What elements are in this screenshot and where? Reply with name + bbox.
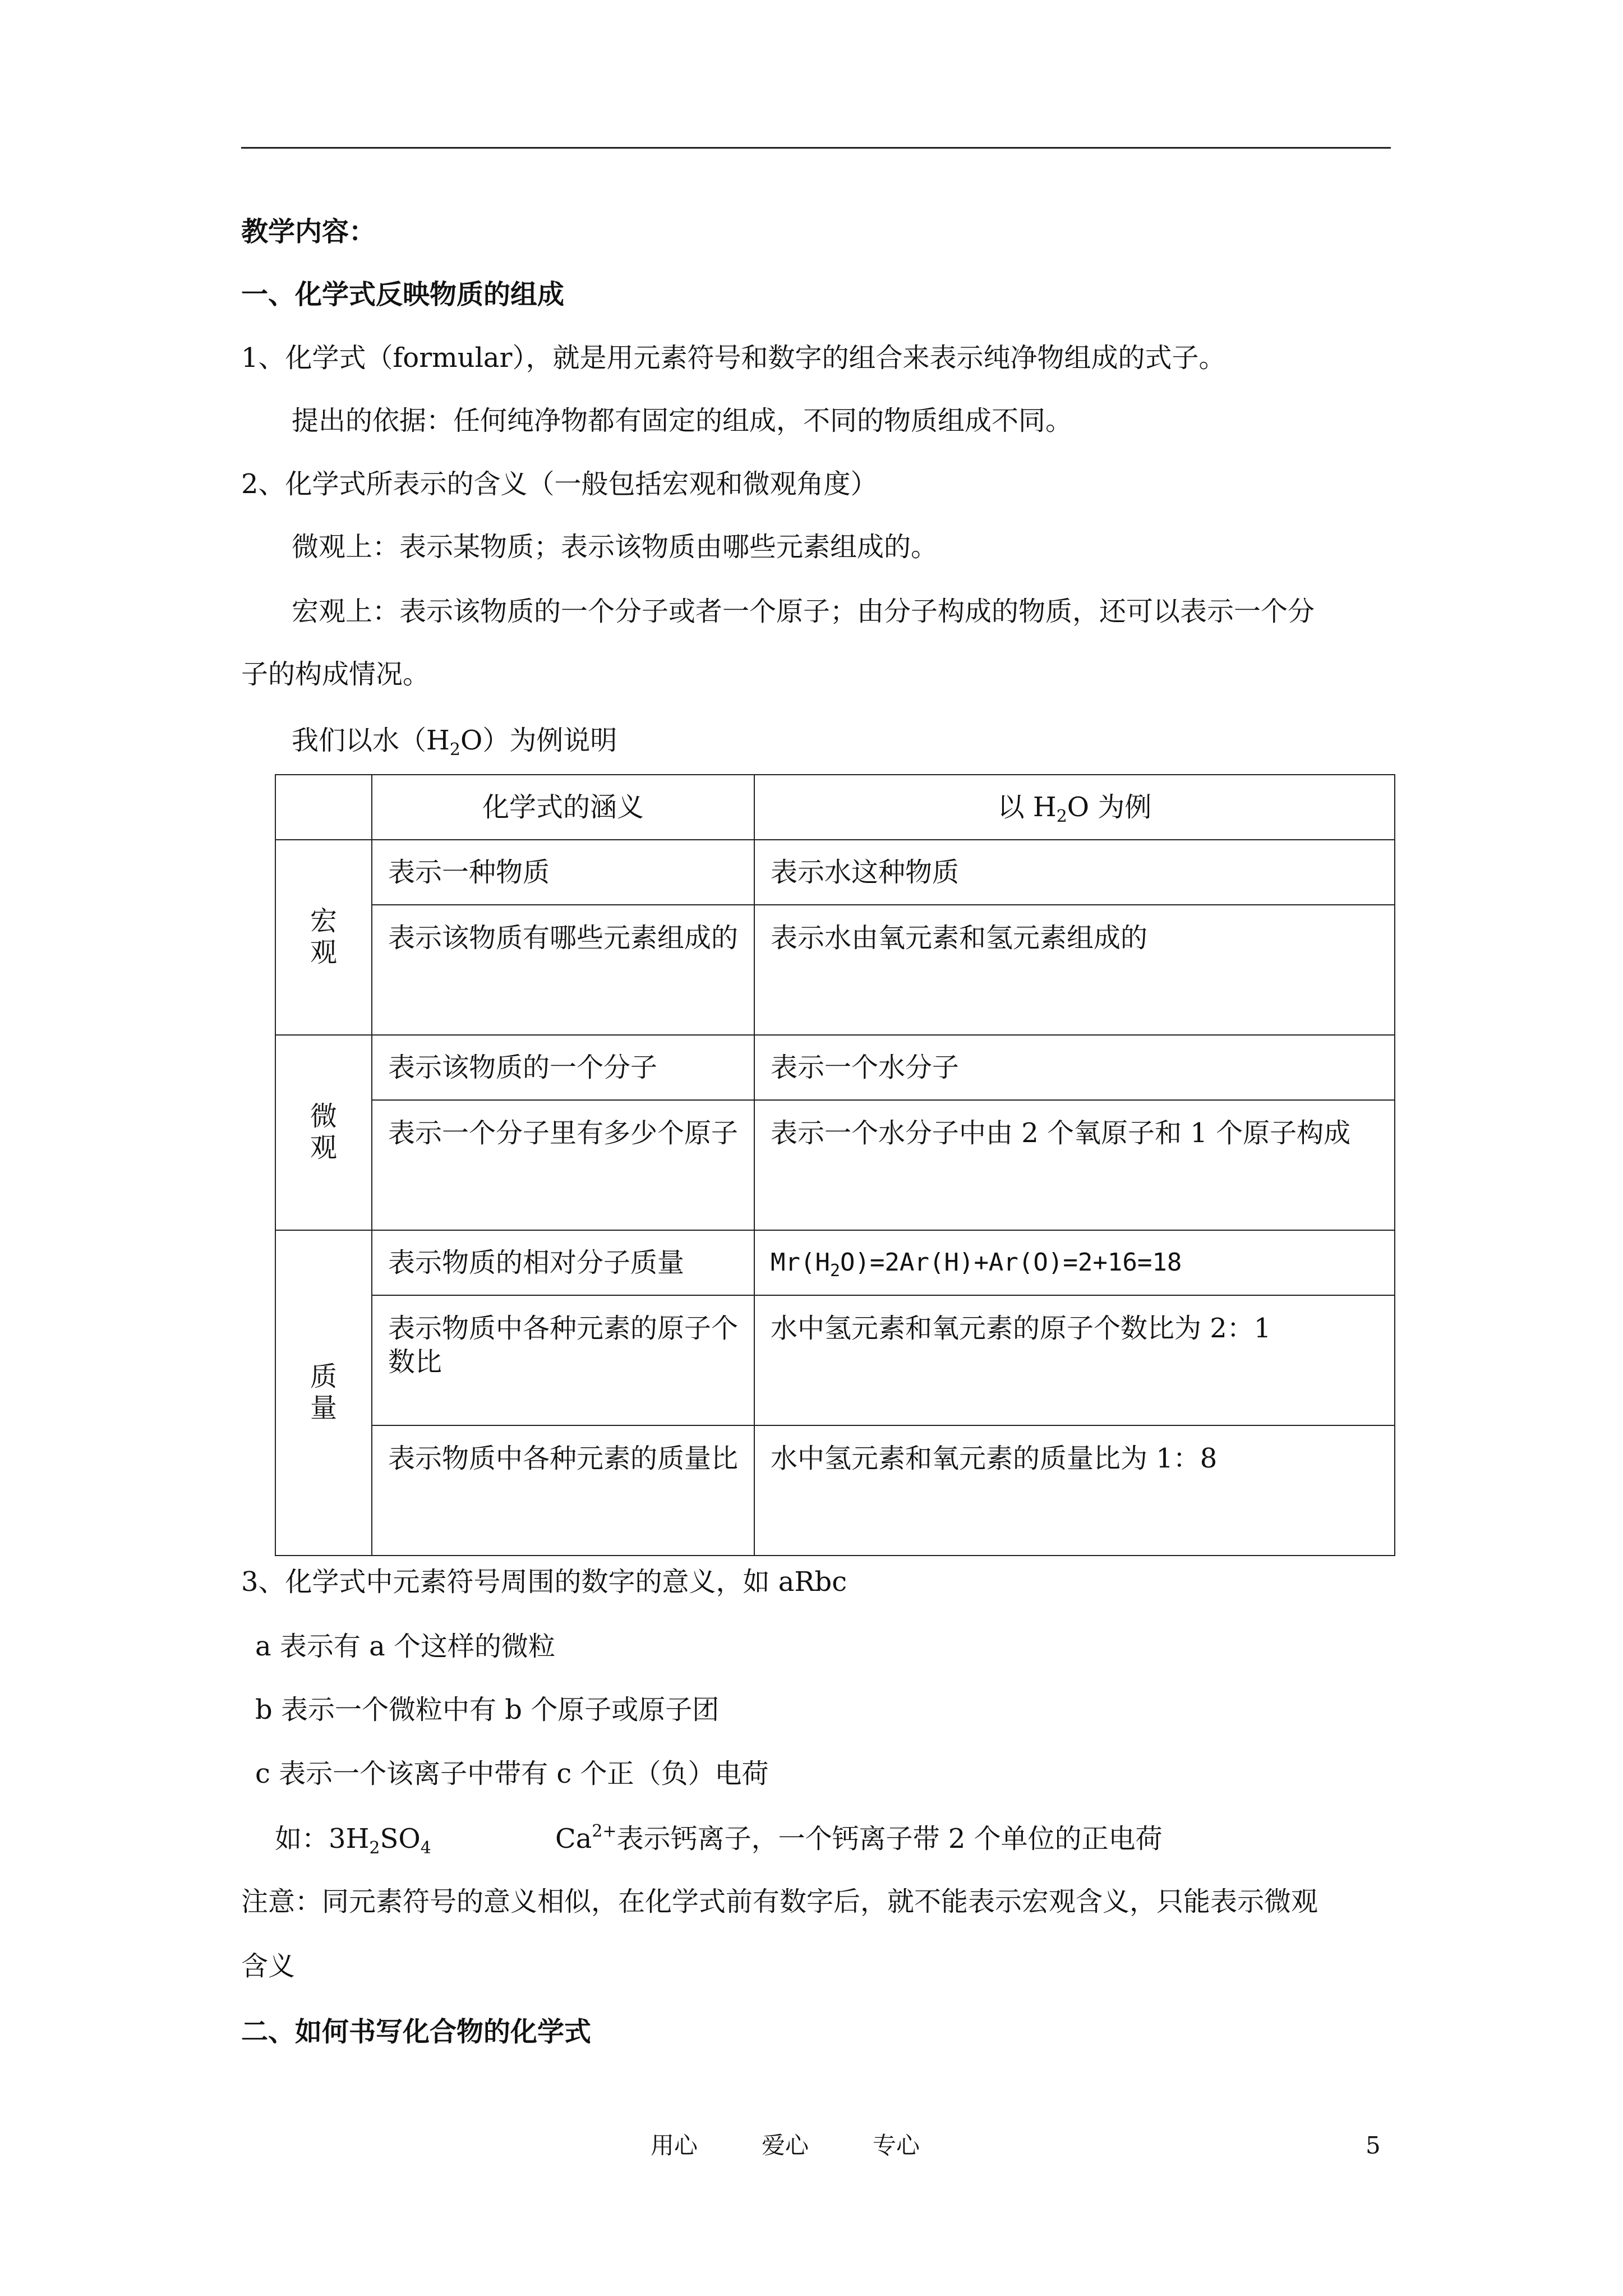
example-cell: 水中氢元素和氧元素的质量比为 1：8 bbox=[754, 1425, 1395, 1556]
example-intro: 我们以水$(H_2O)$为例说明 bbox=[292, 725, 617, 760]
footer-motto-3: 专心 bbox=[873, 2132, 920, 2159]
example-cell: 表示一个水分子 bbox=[754, 1035, 1395, 1100]
table-row bbox=[275, 840, 1395, 905]
table-header-row bbox=[275, 775, 1395, 840]
example-cell: 表示水这种物质 bbox=[754, 840, 1395, 905]
h2o-meaning-table bbox=[275, 774, 1395, 1556]
category-mass: 质量 bbox=[275, 1230, 372, 1556]
category-micro: 微观 bbox=[275, 1035, 372, 1230]
meaning-cell: 表示物质中各种元素的原子个数比 bbox=[372, 1295, 754, 1425]
paragraph-3-c: c 表示一个该离子中带有 c 个正（负）电荷 bbox=[255, 1758, 769, 1789]
paragraph-2-micro: 微观上：表示某物质；表示该物质由哪些元素组成的。 bbox=[292, 531, 938, 563]
heading-1: 一、化学式反映物质的组成 bbox=[241, 279, 565, 310]
table-row bbox=[275, 1425, 1395, 1556]
meaning-cell: 表示一个分子里有多少个原子 bbox=[372, 1100, 754, 1230]
table-header-empty bbox=[275, 775, 372, 840]
footer-motto-2: 爱心 bbox=[762, 2132, 809, 2159]
meaning-cell: 表示该物质的一个分子 bbox=[372, 1035, 754, 1100]
table-row bbox=[275, 1295, 1395, 1425]
example-cell: 表示一个水分子中由 2 个氧原子和 1 个原子构成 bbox=[754, 1100, 1395, 1230]
example-cell: 表示水由氧元素和氢元素组成的 bbox=[754, 905, 1395, 1035]
paragraph-1: 1、化学式（formular），就是用元素符号和数字的组合来表示纯净物组成的式子。 bbox=[241, 342, 1226, 374]
footer-motto-1: 用心 bbox=[651, 2132, 698, 2159]
paragraph-2-macro-cont: 子的构成情况。 bbox=[241, 659, 430, 690]
paragraph-3-a: a 表示有 a 个这样的微粒 bbox=[255, 1631, 556, 1662]
example-cell: 水中氢元素和氧元素的原子个数比为 2：1 bbox=[754, 1295, 1395, 1425]
table-header-meaning: 化学式的涵义 bbox=[372, 775, 754, 840]
page-number: 5 bbox=[1366, 2132, 1381, 2159]
meaning-cell: 表示物质的相对分子质量 bbox=[372, 1230, 754, 1295]
ion-example: $Ca^{2+}$表示钙离子，一个钙离子带 2 个单位的正电荷 bbox=[555, 1821, 1163, 1855]
table-row bbox=[275, 1035, 1395, 1100]
paragraph-3: 3、化学式中元素符号周围的数字的意义，如 aRbc bbox=[241, 1566, 847, 1598]
category-macro: 宏观 bbox=[275, 840, 372, 1035]
heading-2: 二、如何书写化合物的化学式 bbox=[241, 2016, 592, 2047]
note-cont: 含义 bbox=[241, 1950, 296, 1982]
meaning-cell: 表示一种物质 bbox=[372, 840, 754, 905]
table-row bbox=[275, 1100, 1395, 1230]
formula-example: 如：$3H_2SO_4$ bbox=[275, 1823, 431, 1858]
section-label: 教学内容： bbox=[241, 216, 376, 247]
example-cell: $Mr(H_2O)=2Ar(H)+Ar(O)=2+16=18$ bbox=[754, 1230, 1395, 1295]
header-rule bbox=[241, 147, 1391, 149]
note: 注意：同元素符号的意义相似，在化学式前有数字后，就不能表示宏观含义，只能表示微观 bbox=[241, 1886, 1318, 1917]
table-row bbox=[275, 905, 1395, 1035]
paragraph-2: 2、化学式所表示的含义（一般包括宏观和微观角度） bbox=[241, 468, 878, 500]
paragraph-2-macro: 宏观上：表示该物质的一个分子或者一个原子；由分子构成的物质，还可以表示一个分 bbox=[292, 596, 1315, 627]
table-header-example: 以 $H_2O$ 为例 bbox=[754, 775, 1395, 840]
paragraph-1-basis: 提出的依据：任何纯净物都有固定的组成，不同的物质组成不同。 bbox=[292, 405, 1073, 436]
table-row bbox=[275, 1230, 1395, 1295]
paragraph-3-b: b 表示一个微粒中有 b 个原子或原子团 bbox=[255, 1694, 720, 1726]
meaning-cell: 表示物质中各种元素的质量比 bbox=[372, 1425, 754, 1556]
meaning-cell: 表示该物质有哪些元素组成的 bbox=[372, 905, 754, 1035]
